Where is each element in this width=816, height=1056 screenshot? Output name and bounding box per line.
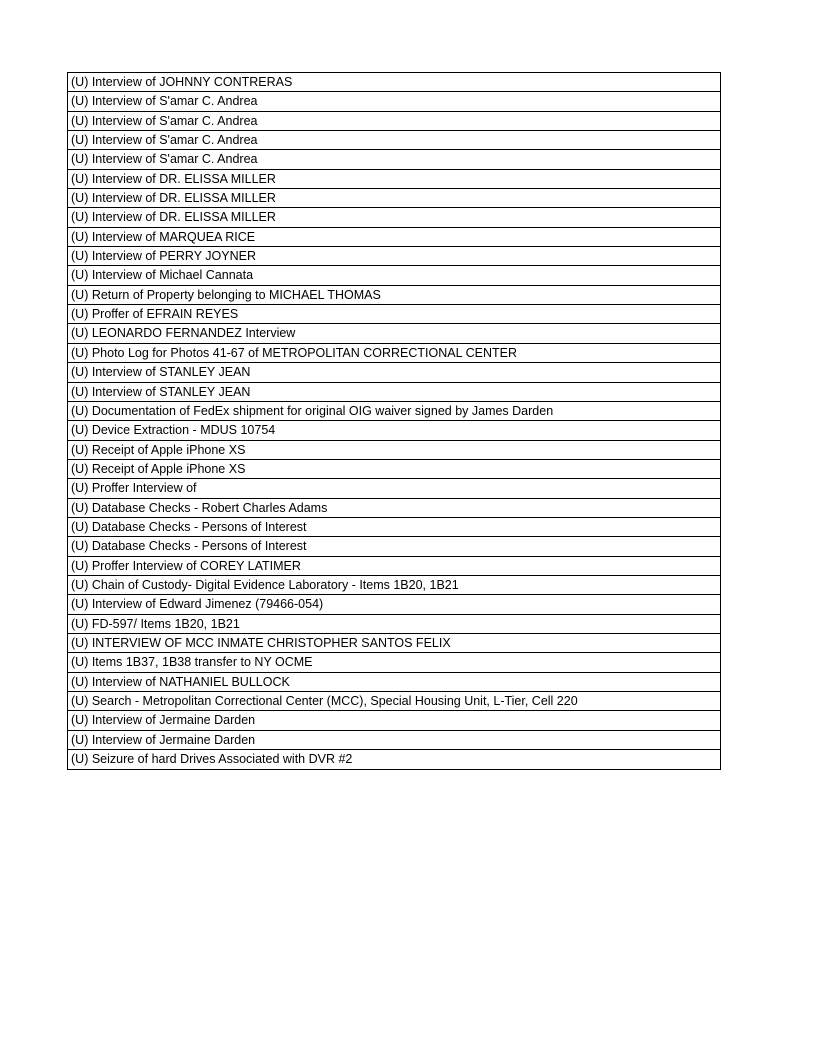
table-row: (U) Interview of Edward Jimenez (79466-054) — [68, 595, 720, 614]
table-row: (U) INTERVIEW OF MCC INMATE CHRISTOPHER SANTOS FELIX — [68, 634, 720, 653]
table-row: (U) Interview of DR. ELISSA MILLER — [68, 189, 720, 208]
table-row: (U) Receipt of Apple iPhone XS — [68, 460, 720, 479]
table-row: (U) Interview of NATHANIEL BULLOCK — [68, 673, 720, 692]
table-row: (U) Seizure of hard Drives Associated with DVR #2 — [71, 752, 353, 767]
table-row: (U) Interview of S'amar C. Andrea — [68, 92, 720, 111]
table-row: (U) Interview of Jermaine Darden — [68, 711, 720, 730]
table-row: (U) Device Extraction - MDUS 10754 — [68, 421, 720, 440]
table-row: (U) Search - Metropolitan Correctional Center (MCC), Special Housing Unit, L-Tier, Cell 220 — [68, 692, 720, 711]
table-row: (U) Photo Log for Photos 41-67 of METROPOLITAN CORRECTIONAL CENTER — [68, 344, 720, 363]
table-row: (U) Documentation of FedEx shipment for original OIG waiver signed by James Darden — [68, 402, 720, 421]
table-row: (U) Interview of MARQUEA RICE — [68, 228, 720, 247]
table-row: (U) Proffer Interview of COREY LATIMER — [68, 557, 720, 576]
table-row: (U) Interview of STANLEY JEAN — [68, 383, 720, 402]
table-row: (U) LEONARDO FERNANDEZ Interview — [68, 324, 720, 343]
table-row: (U) Database Checks - Robert Charles Adams — [68, 499, 720, 518]
table-row: (U) Receipt of Apple iPhone XS — [68, 441, 720, 460]
table-row: (U) Interview of S'amar C. Andrea — [68, 112, 720, 131]
table-row: (U) Database Checks - Persons of Interest — [68, 537, 720, 556]
table-row: (U) Return of Property belonging to MICHAEL THOMAS — [68, 286, 720, 305]
table-row: (U) Chain of Custody- Digital Evidence Laboratory - Items 1B20, 1B21 — [68, 576, 720, 595]
table-row: (U) Proffer of EFRAIN REYES — [68, 305, 720, 324]
table-row: (U) Proffer Interview of — [68, 479, 720, 498]
table-row: (U) Items 1B37, 1B38 transfer to NY OCME — [68, 653, 720, 672]
table-row: (U) Database Checks - Persons of Interest — [68, 518, 720, 537]
table-row: (U) Interview of DR. ELISSA MILLER — [68, 208, 720, 227]
table-row: (U) Interview of Jermaine Darden — [68, 731, 720, 750]
table-row: (U) Interview of STANLEY JEAN — [68, 363, 720, 382]
table-row: (U) Interview of JOHNNY CONTRERAS — [68, 73, 720, 92]
table-row: (U) Interview of S'amar C. Andrea — [68, 131, 720, 150]
table-row: (U) FD-597/ Items 1B20, 1B21 — [68, 615, 720, 634]
table-row: (U) Interview of PERRY JOYNER — [68, 247, 720, 266]
table-row: (U) Interview of DR. ELISSA MILLER — [68, 170, 720, 189]
table-row: (U) Interview of S'amar C. Andrea — [68, 150, 720, 169]
document-table — [67, 72, 721, 770]
table-row: (U) Interview of Michael Cannata — [68, 266, 720, 285]
